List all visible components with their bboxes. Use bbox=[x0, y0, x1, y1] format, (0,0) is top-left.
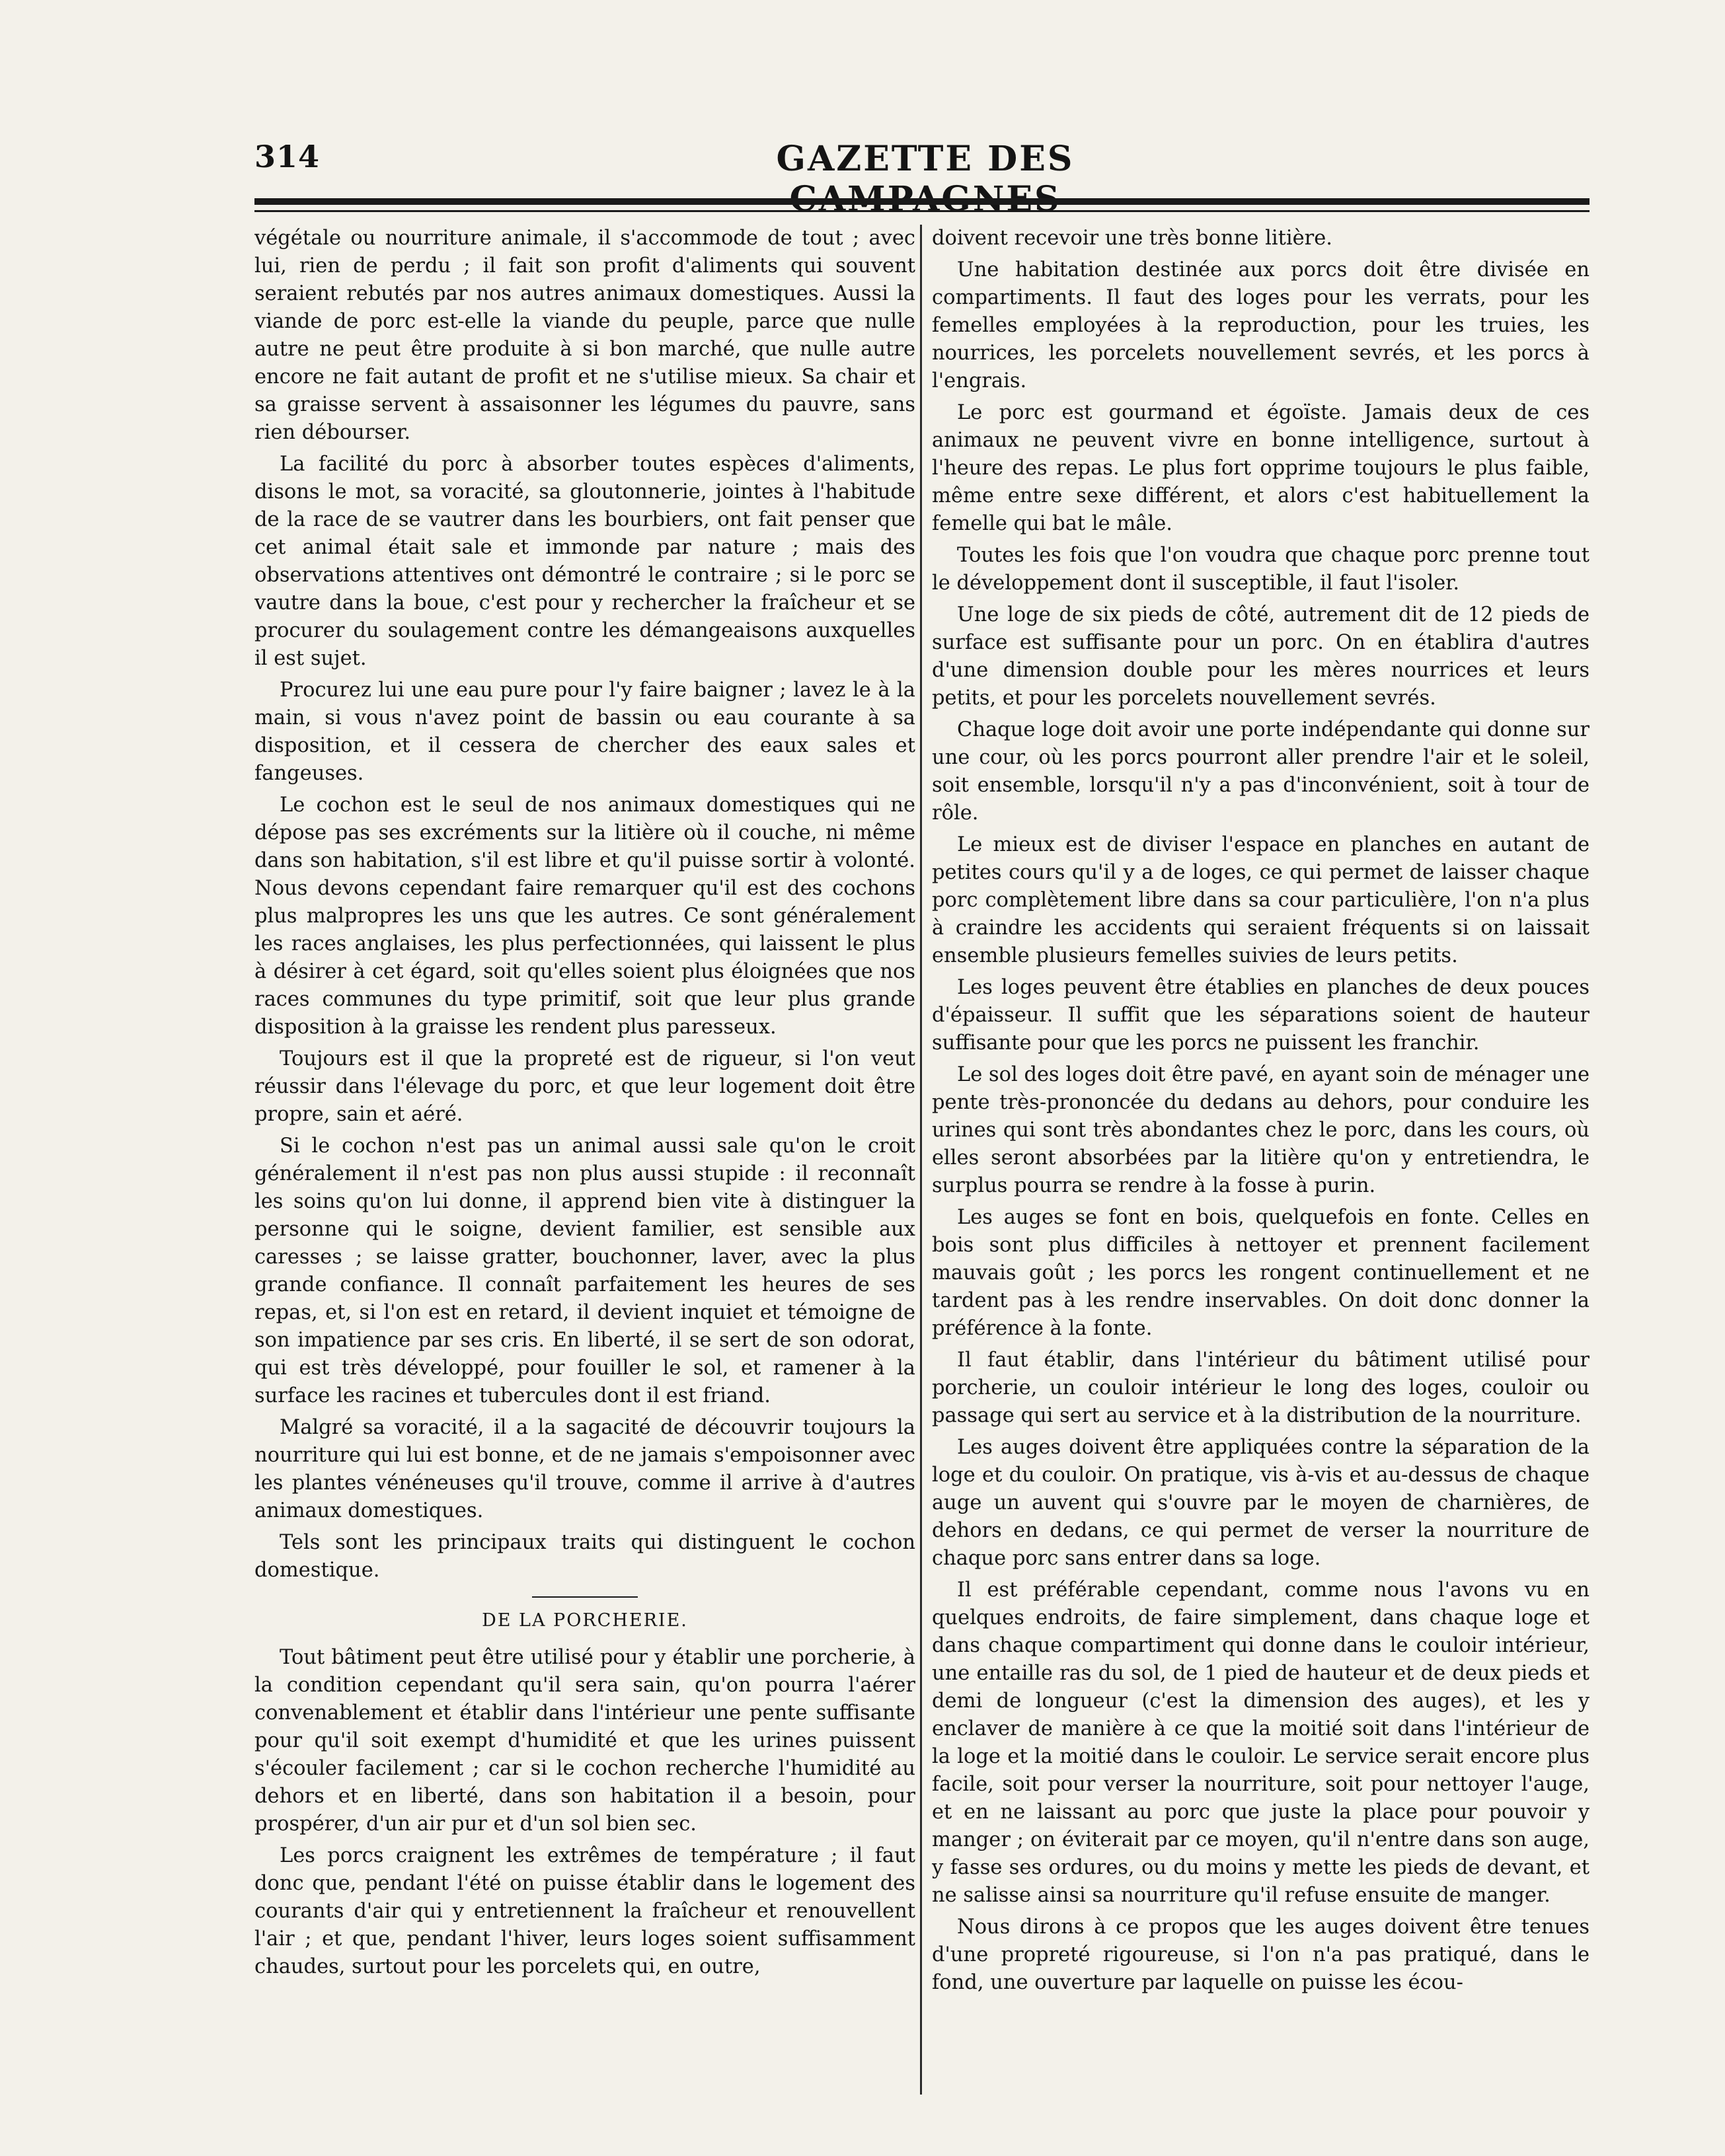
header-rule-thin bbox=[254, 210, 1590, 212]
paragraph: Les loges peuvent être établies en planches de deux pouces d'épaisseur. Il suffit que les séparations soient de hauteur suffisante pour que les porcs ne puissent les franchir. bbox=[932, 976, 1590, 1055]
paragraph: Il faut établir, dans l'intérieur du bâtiment utilisé pour porcherie, un couloir intérieur le long des loges, couloir ou passage qui sert au service et à la distribution de la nourriture. bbox=[932, 1349, 1590, 1427]
paragraph: Toujours est il que la propreté est de rigueur, si l'on veut réussir dans l'élevage du porc, et que leur logement doit être propre, sain et aéré. bbox=[254, 1047, 915, 1126]
paragraph: Il est préférable cependant, comme nous l'avons vu en quelques endroits, de faire simplement, dans chaque loge et dans chaque compartiment qui donne dans le couloir intérieur, une entaille ras du sol, de 1 pied de hauteur et de deux pieds et demi de longueur (c'est la dimension des auges), et les y enclaver de manière à ce que la moitié soit dans l'intérieur de la loge et la moitié dans le couloir. Le service serait encore plus facile, soit pour verser la nourriture, soit pour nettoyer l'auge, et en ne laissant au porc que juste la place pour pouvoir y manger ; on éviterait par ce moyen, qu'il n'entre dans son auge, y fasse ses ordures, ou du moins y mette les pieds de devant, et ne salisse ainsi sa nourriture qu'il refuse ensuite de manger. bbox=[932, 1579, 1590, 1907]
paragraph: doivent recevoir une très bonne litière. bbox=[932, 227, 1332, 250]
section-divider bbox=[532, 1596, 638, 1598]
paragraph: Une loge de six pieds de côté, autrement dit de 12 pieds de surface est suffisante pour un porc. On en établira d'autres d'une dimension double pour les mères nourrices et leurs petits, et pour les porcelets nouvellement sevrés. bbox=[932, 603, 1590, 710]
paragraph: Procurez lui une eau pure pour l'y faire baigner ; lavez le à la main, si vous n'avez point de bassin ou eau courante à sa disposition, et il cessera de chercher des eaux sales et fangeuses. bbox=[254, 679, 915, 785]
header-rule-thick bbox=[254, 198, 1590, 205]
paragraph: Toutes les fois que l'on voudra que chaque porc prenne tout le développement dont il susceptible, il faut l'isoler. bbox=[932, 544, 1590, 595]
paragraph: végétale ou nourriture animale, il s'accommode de tout ; avec lui, rien de perdu ; il fait son profit d'aliments qui souvent seraient rebutés par nos autres animaux domestiques. Aussi la viande de porc est-elle la viande du peuple, parce que nulle autre ne peut être produite à si bon marché, que nulle autre encore ne fait autant de profit et ne s'utilise mieux. Sa chair et sa graisse servent à assaisonner les légumes du pauvre, sans rien débourser. bbox=[254, 227, 915, 444]
paragraph: Si le cochon n'est pas un animal aussi sale qu'on le croit généralement il n'est pas non plus aussi stupide : il reconnaît les soins qu'on lui donne, il apprend bien vite à distinguer la personne qui le soigne, devient familier, est sensible aux caresses ; se laisse gratter, bouchonner, laver, avec la plus grande confiance. Il connaît parfaitement les heures de ses repas, et, si l'on est en retard, il devient inquiet et témoigne de son impatience par ses cris. En liberté, il se sert de son odorat, qui est très développé, pour fouiller le sol, et ramener à la surface les racines et tubercules dont il est friand. bbox=[254, 1134, 915, 1407]
paragraph: Une habitation destinée aux porcs doit être divisée en compartiments. Il faut des loges pour les verrats, pour les femelles employées à la reproduction, pour les truies, les nourrices, les porcelets nouvellement sevrés, et les porcs à l'engrais. bbox=[932, 258, 1590, 392]
paragraph: Le sol des loges doit être pavé, en ayant soin de ménager une pente très-prononcée du dedans au dehors, pour conduire les urines qui sont très abondantes chez le porc, dans les cours, où elles seront absorbées par la litière qu'on y entretiendra, le surplus pourra se rendre à la fosse à purin. bbox=[932, 1063, 1590, 1197]
paragraph: Le porc est gourmand et égoïste. Jamais deux de ces animaux ne peuvent vivre en bonne intelligence, surtout à l'heure des repas. Le plus fort opprime toujours le plus faible, même entre sexe différent, et alors c'est habituellement la femelle qui bat le mâle. bbox=[932, 401, 1590, 535]
left-column bbox=[254, 225, 915, 2128]
paragraph: Le cochon est le seul de nos animaux domestiques qui ne dépose pas ses excréments sur la litière où il couche, ni même dans son habitation, s'il est libre et qu'il puisse sortir à volonté. Nous devons cependant faire remarquer qu'il est des cochons plus malpropres les uns que les autres. Ce sont généralement les races anglaises, les plus perfectionnées, qui laissent le plus à désirer à cet égard, soit qu'elles soient plus éloignées que nos races communes du type primitif, soit que leur plus grande disposition à la graisse les rendent plus paresseux. bbox=[254, 794, 915, 1039]
paragraph: Le mieux est de diviser l'espace en planches en autant de petites cours qu'il y a de loges, ce qui permet de laisser chaque porc complètement libre dans sa cour particulière, l'on n'a plus à craindre les accidents qui seraient fréquents si on laissait ensemble plusieurs femelles suivies de leurs petits. bbox=[932, 833, 1590, 967]
paragraph: Tels sont les principaux traits qui distinguent le cochon domestique. bbox=[254, 1531, 915, 1582]
paragraph: Les auges se font en bois, quelquefois en fonte. Celles en bois sont plus difficiles à nettoyer et prennent facilement mauvais goût ; les porcs les rongent continuellement et ne tardent pas à les rendre inservables. On doit donc donner la préférence à la fonte. bbox=[932, 1206, 1590, 1340]
paragraph: Les porcs craignent les extrêmes de température ; il faut donc que, pendant l'été on puisse établir dans le logement des courants d'air qui y entretiennent la fraîcheur et renouvellent l'air ; et que, pendant l'hiver, leurs loges soient suffisamment chaudes, surtout pour les porcelets qui, en outre, bbox=[254, 1844, 915, 1978]
paragraph: La facilité du porc à absorber toutes espèces d'aliments, disons le mot, sa voracité, sa gloutonnerie, jointes à l'habitude de la race de se vautrer dans les bourbiers, ont fait penser que cet animal était sale et immonde par nature ; mais des observations attentives ont démontré le contraire ; si le porc se vautre dans la boue, c'est pour y rechercher la fraîcheur et se procurer du soulagement contre les démangeaisons auxquelles il est sujet. bbox=[254, 453, 915, 670]
page-title: GAZETTE DES bbox=[776, 139, 1075, 179]
paragraph: Nous dirons à ce propos que les auges doivent être tenues d'une propreté rigoureuse, si l'on n'a pas pratiqué, dans le fond, une ouverture par laquelle on puisse les écou- bbox=[932, 1915, 1590, 1994]
column-divider bbox=[920, 225, 922, 2095]
paragraph: Les auges doivent être appliquées contre la séparation de la loge et du couloir. On pratique, vis à-vis et au-dessus de chaque auge un auvent qui s'ouvre par le moyen de charnières, de dehors en dedans, ce qui permet de verser la nourriture de chaque porc sans entrer dans sa loge. bbox=[932, 1436, 1590, 1570]
right-column bbox=[932, 225, 1590, 2128]
paragraph: Malgré sa voracité, il a la sagacité de découvrir toujours la nourriture qui lui est bonne, et de ne jamais s'empoisonner avec les plantes vénéneuses qu'il trouve, comme il arrive à d'autres animaux domestiques. bbox=[254, 1416, 915, 1522]
page-number: 314 bbox=[254, 139, 321, 174]
paragraph: Chaque loge doit avoir une porte indépendante qui donne sur une cour, où les porcs pourront aller prendre l'air et le soleil, soit ensemble, lorsqu'il n'y a pas d'inconvénient, soit à tour de rôle. bbox=[932, 718, 1590, 825]
paragraph: Tout bâtiment peut être utilisé pour y établir une porcherie, à la condition cependant qu'il sera sain, qu'on pourra l'aérer convenablement et établir dans l'intérieur une pente suffisante pour qu'il soit exempt d'humidité et que les urines puissent s'écouler facilement ; car si le cochon recherche l'humidité au dehors et en liberté, dans son habitation il a besoin, pour prospérer, d'un air pur et d'un sol bien sec. bbox=[254, 1646, 915, 1836]
section-heading: DE LA PORCHERIE. bbox=[482, 1610, 688, 1631]
